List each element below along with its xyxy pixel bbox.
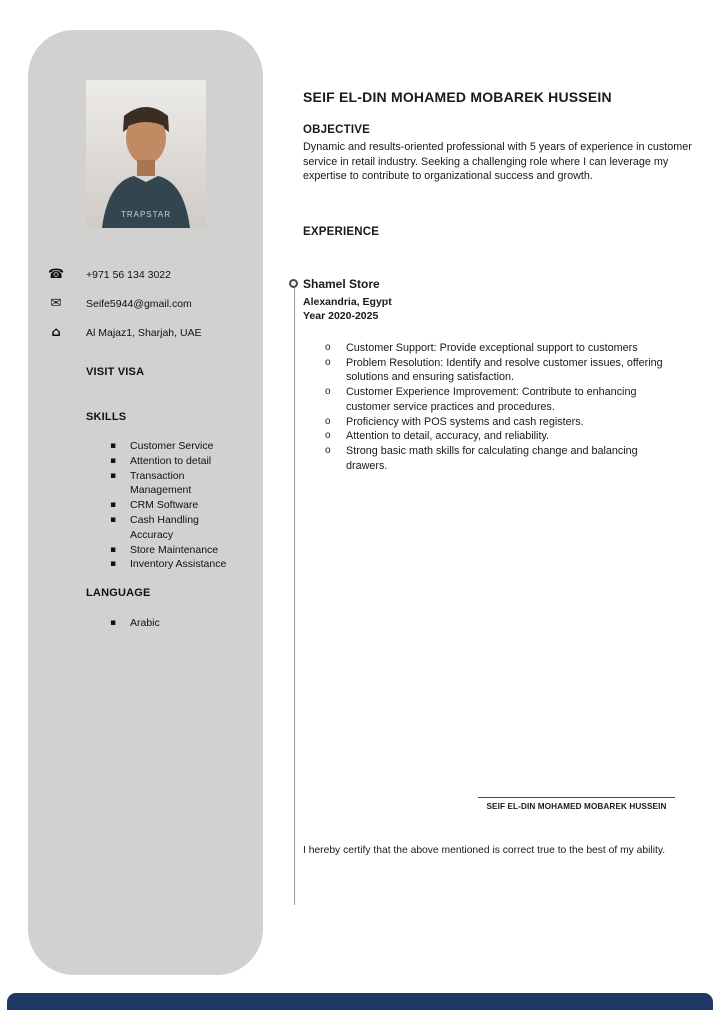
experience-heading: EXPERIENCE bbox=[303, 226, 380, 238]
skill-label: ▪ CRM Software bbox=[130, 499, 199, 512]
contact-section bbox=[28, 260, 263, 347]
objective-text: Dynamic and results-oriented professional with 5 years of experience in customer service in retail industry. Seeking a challenging role where I can leverage my expertise to contribute to organizational success and growth. bbox=[303, 141, 692, 183]
skill-item bbox=[110, 498, 250, 513]
contact-item-phone bbox=[28, 260, 263, 289]
experience-bullet-text: o Strong basic math skills for calculating change and balancing drawers. bbox=[346, 444, 638, 472]
experience-bullet-text: o Problem Resolution: Identify and resolve customer issues, offering solutions and ensuring satisfaction. bbox=[346, 356, 663, 384]
profile-photo-image bbox=[86, 80, 206, 228]
experience-bullet-text: o Customer Support: Provide exceptional support to customers bbox=[346, 342, 638, 354]
phone-icon: ☎ bbox=[48, 267, 65, 282]
certification-text: I hereby certify that the above mentioned is correct true to the best of my ability. bbox=[303, 845, 666, 856]
email-icon: ✉ bbox=[50, 296, 62, 311]
experience-bullet-text: o Proficiency with POS systems and cash registers. bbox=[346, 415, 584, 428]
experience-bullet bbox=[325, 415, 679, 430]
experience-bullet-list bbox=[325, 341, 679, 473]
contact-item-address bbox=[28, 318, 263, 347]
experience-period: Year 2020-2025 bbox=[303, 310, 379, 322]
skill-label: ▪ Cash Handling Accuracy bbox=[130, 513, 199, 541]
language-item bbox=[110, 616, 250, 631]
skill-item bbox=[110, 513, 250, 543]
phone-number: +971 56 134 3022 bbox=[86, 268, 171, 281]
signature-name: SEIF EL-DIN MOHAMED MOBAREK HUSSEIN bbox=[486, 802, 667, 811]
skill-item bbox=[110, 439, 250, 454]
timeline-line bbox=[294, 287, 295, 905]
visa-status: VISIT VISA bbox=[86, 366, 145, 378]
experience-bullet-text: o Customer Experience Improvement: Contribute to enhancing customer service practices and procedures. bbox=[346, 386, 637, 413]
language-label: ▪ Arabic bbox=[130, 617, 160, 629]
language-heading: LANGUAGE bbox=[86, 587, 151, 599]
skill-label: ▪ Store Maintenance bbox=[130, 543, 219, 556]
experience-location: Alexandria, Egypt bbox=[303, 296, 392, 308]
experience-bullet bbox=[325, 341, 679, 356]
experience-bullet bbox=[325, 429, 679, 444]
candidate-name: SEIF EL-DIN MOHAMED MOBAREK HUSSEIN bbox=[303, 89, 612, 105]
skills-list bbox=[110, 439, 250, 572]
language-list bbox=[110, 616, 250, 631]
skill-item bbox=[110, 454, 250, 469]
bottom-accent-bar bbox=[7, 993, 713, 1010]
sidebar bbox=[28, 30, 263, 975]
experience-bullet bbox=[325, 444, 679, 473]
objective-heading: OBJECTIVE bbox=[303, 124, 370, 136]
address: Al Majaz1, Sharjah, UAE bbox=[86, 326, 202, 339]
skill-label: ▪ Transaction Management bbox=[130, 469, 192, 497]
profile-photo bbox=[86, 80, 206, 228]
skill-label: ▪ Customer Service bbox=[130, 440, 214, 452]
experience-bullet bbox=[325, 385, 679, 414]
skill-item bbox=[110, 557, 250, 572]
home-icon: ⌂ bbox=[51, 325, 61, 340]
contact-item-email bbox=[28, 289, 263, 318]
signature-block bbox=[478, 797, 675, 811]
experience-company: Shamel Store bbox=[303, 277, 380, 291]
experience-bullet bbox=[325, 356, 679, 385]
skills-heading: SKILLS bbox=[86, 411, 127, 423]
skill-item bbox=[110, 469, 250, 499]
experience-entry bbox=[303, 277, 392, 323]
shirt-text: TRAPSTAR bbox=[120, 210, 172, 219]
timeline-marker-icon bbox=[289, 279, 298, 288]
email-address: Seife5944@gmail.com bbox=[86, 297, 192, 310]
skill-label: ▪ Inventory Assistance bbox=[130, 558, 227, 571]
skill-label: ▪ Attention to detail bbox=[130, 454, 212, 467]
skill-item bbox=[110, 543, 250, 558]
experience-bullet-text: o Attention to detail, accuracy, and reliability. bbox=[346, 430, 550, 443]
